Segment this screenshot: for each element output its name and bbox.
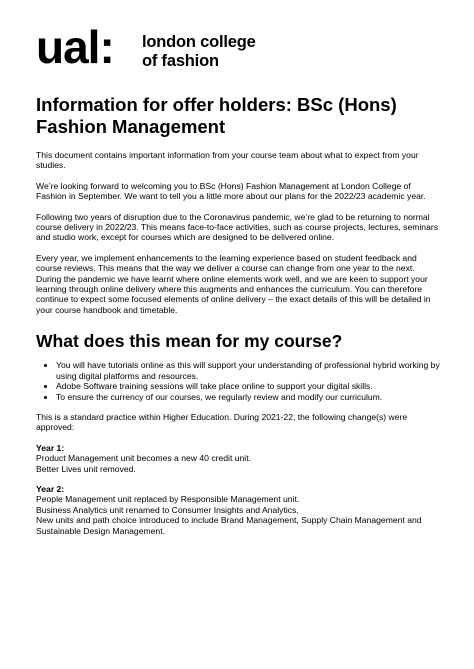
welcome-paragraph: We’re looking forward to welcoming you to BSc (Hons) Fashion Management at London College of Fashion in September. We want to tell you a little more about our plans for the 2022/23 academic year. <box>36 180 426 202</box>
year-2-block <box>36 484 441 536</box>
list-item: • To ensure the currency of our courses, we regularly review and modify our curriculum. <box>56 392 441 402</box>
year-2-label: Year 2: <box>36 483 65 494</box>
course-changes-list <box>36 360 441 402</box>
year-2-line: Business Analytics unit renamed to Consumer Insights and Analytics. <box>36 504 299 515</box>
year-1-block <box>36 443 441 474</box>
enhancements-paragraph: Every year, we implement enhancements to the learning experience based on student feedback and course reviews. This means that the way we deliver a course can change from one year to the next. During the pandemic we have learnt where online elements work well, and we are keen to support your learning through online delivery where this augments and enhances the curriculum. You can therefore continue to expect some focused elements of online delivery – the exact details of this will be detailed in your course handbook and timetable. <box>36 252 431 315</box>
document-body <box>36 94 441 546</box>
logo-college-name <box>142 33 256 71</box>
section-heading: What does this mean for my course? <box>36 331 343 352</box>
standard-practice-paragraph: This is a standard practice within Higher Education. During 2021-22, the following change(s) were approved: <box>36 411 408 433</box>
year-1-line: Better Lives unit removed. <box>36 463 136 474</box>
intro-paragraph: This document contains important information from your course team about what to expect from your studies. <box>36 150 419 171</box>
year-2-line: People Management unit replaced by Responsible Management unit. <box>36 494 300 505</box>
page-title: Information for offer holders: BSc (Hons) Fashion Management <box>36 94 397 137</box>
disruption-paragraph: Following two years of disruption due to the Coronavirus pandemic, we’re glad to be returning to normal course delivery in 2022/23. This means face-to-face activities, such as course projects, lectures, seminars and studio work, except for courses which are designed to be delivered online. <box>36 211 439 243</box>
logo-line-1: london college <box>142 33 256 51</box>
list-item: • You will have tutorials online as this will support your understanding of professional hybrid working by using digital platforms and resources. <box>56 360 441 381</box>
year-1-line: Product Management unit becomes a new 40 credit unit. <box>36 453 251 464</box>
list-item: • Adobe Software training sessions will take place online to support your digital skills. <box>56 381 441 391</box>
logo-line-2: of fashion <box>142 52 219 70</box>
year-2-line: New units and path choice introduced to include Brand Management, Supply Chain Management and Sustainable Design Management. <box>36 515 422 536</box>
year-1-label: Year 1: <box>36 442 65 453</box>
logo-mark: ual: <box>36 21 114 73</box>
